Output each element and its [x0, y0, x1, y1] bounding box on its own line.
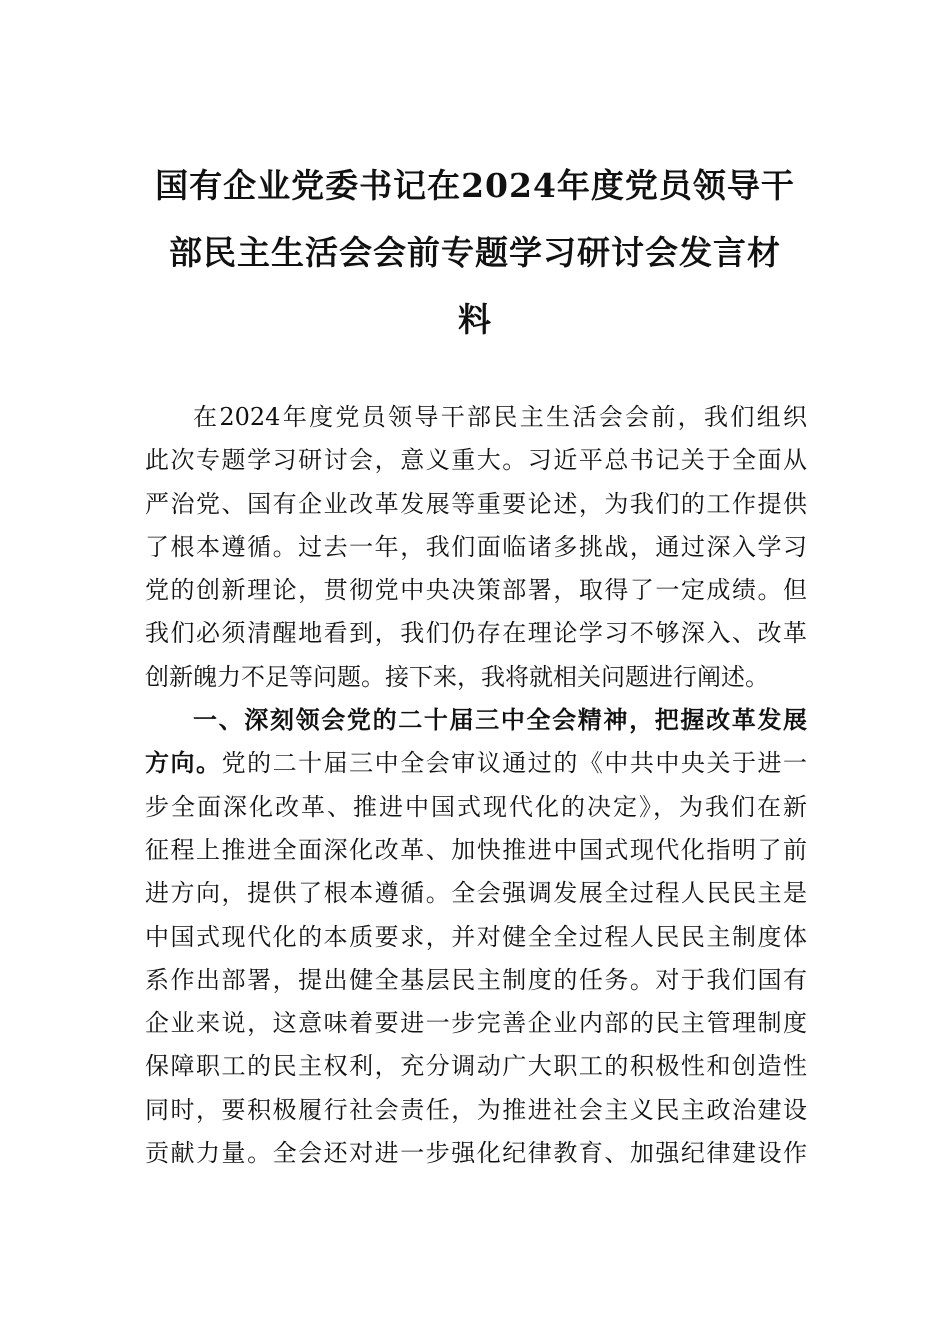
title-line: 部民主生活会会前专题学习研讨会发言材 — [169, 233, 781, 272]
paragraph-line: 企业来说，这意味着要进一步完善企业内部的民主管理制度 — [145, 1009, 807, 1038]
paragraph-line: 中国式现代化的本质要求，并对健全全过程人民民主制度体 — [145, 922, 807, 951]
paragraph-text: 党的二十届三中全会审议通过的《中共中央关于进一 — [221, 749, 808, 778]
paragraph-line: 系作出部署，提出健全基层民主制度的任务。对于我们国有 — [145, 965, 807, 994]
paragraph-line: 在2024年度党员领导干部民主生活会会前，我们组织 — [193, 403, 807, 431]
paragraph-line: 贡献力量。全会还对进一步强化纪律教育、加强纪律建设作 — [145, 1139, 807, 1168]
paragraph-line: 保障职工的民主权利，充分调动广大职工的积极性和创造性 — [145, 1052, 807, 1081]
paragraph-line — [145, 742, 807, 785]
paragraph-line: 征程上推进全面深化改革、加快推进中国式现代化指明了前 — [145, 835, 807, 864]
paragraph-line: 步全面深化改革、推进中国式现代化的决定》，为我们在新 — [145, 792, 807, 821]
paragraph-line: 此次专题学习研讨会，意义重大。习近平总书记关于全面从 — [145, 446, 807, 475]
document-body — [145, 396, 807, 1175]
title-line: 国有企业党委书记在2024年度党员领导干 — [155, 166, 795, 205]
section-1-paragraph — [145, 699, 807, 1175]
title-line: 料 — [458, 300, 492, 339]
paragraph-line: 创新魄力不足等问题。接下来，我将就相关问题进行阐述。 — [145, 662, 769, 691]
section-heading-end: 方向。 — [145, 749, 222, 778]
paragraph-line: 党的创新理论，贯彻党中央决策部署，取得了一定成绩。但 — [145, 576, 807, 605]
document-title — [140, 152, 810, 353]
paragraph-line: 严治党、国有企业改革发展等重要论述，为我们的工作提供 — [145, 489, 807, 518]
paragraph-line: 同时，要积极履行社会责任，为推进社会主义民主政治建设 — [145, 1095, 807, 1124]
paragraph-line: 了根本遵循。过去一年，我们面临诸多挑战，通过深入学习 — [145, 532, 807, 561]
paragraph-line: 进方向，提供了根本遵循。全会强调发展全过程人民民主是 — [145, 879, 807, 908]
section-heading: 一、深刻领会党的二十届三中全会精神，把握改革发展 — [193, 706, 807, 735]
paragraph-line: 我们必须清醒地看到，我们仍存在理论学习不够深入、改革 — [145, 619, 807, 648]
intro-paragraph — [145, 396, 807, 699]
